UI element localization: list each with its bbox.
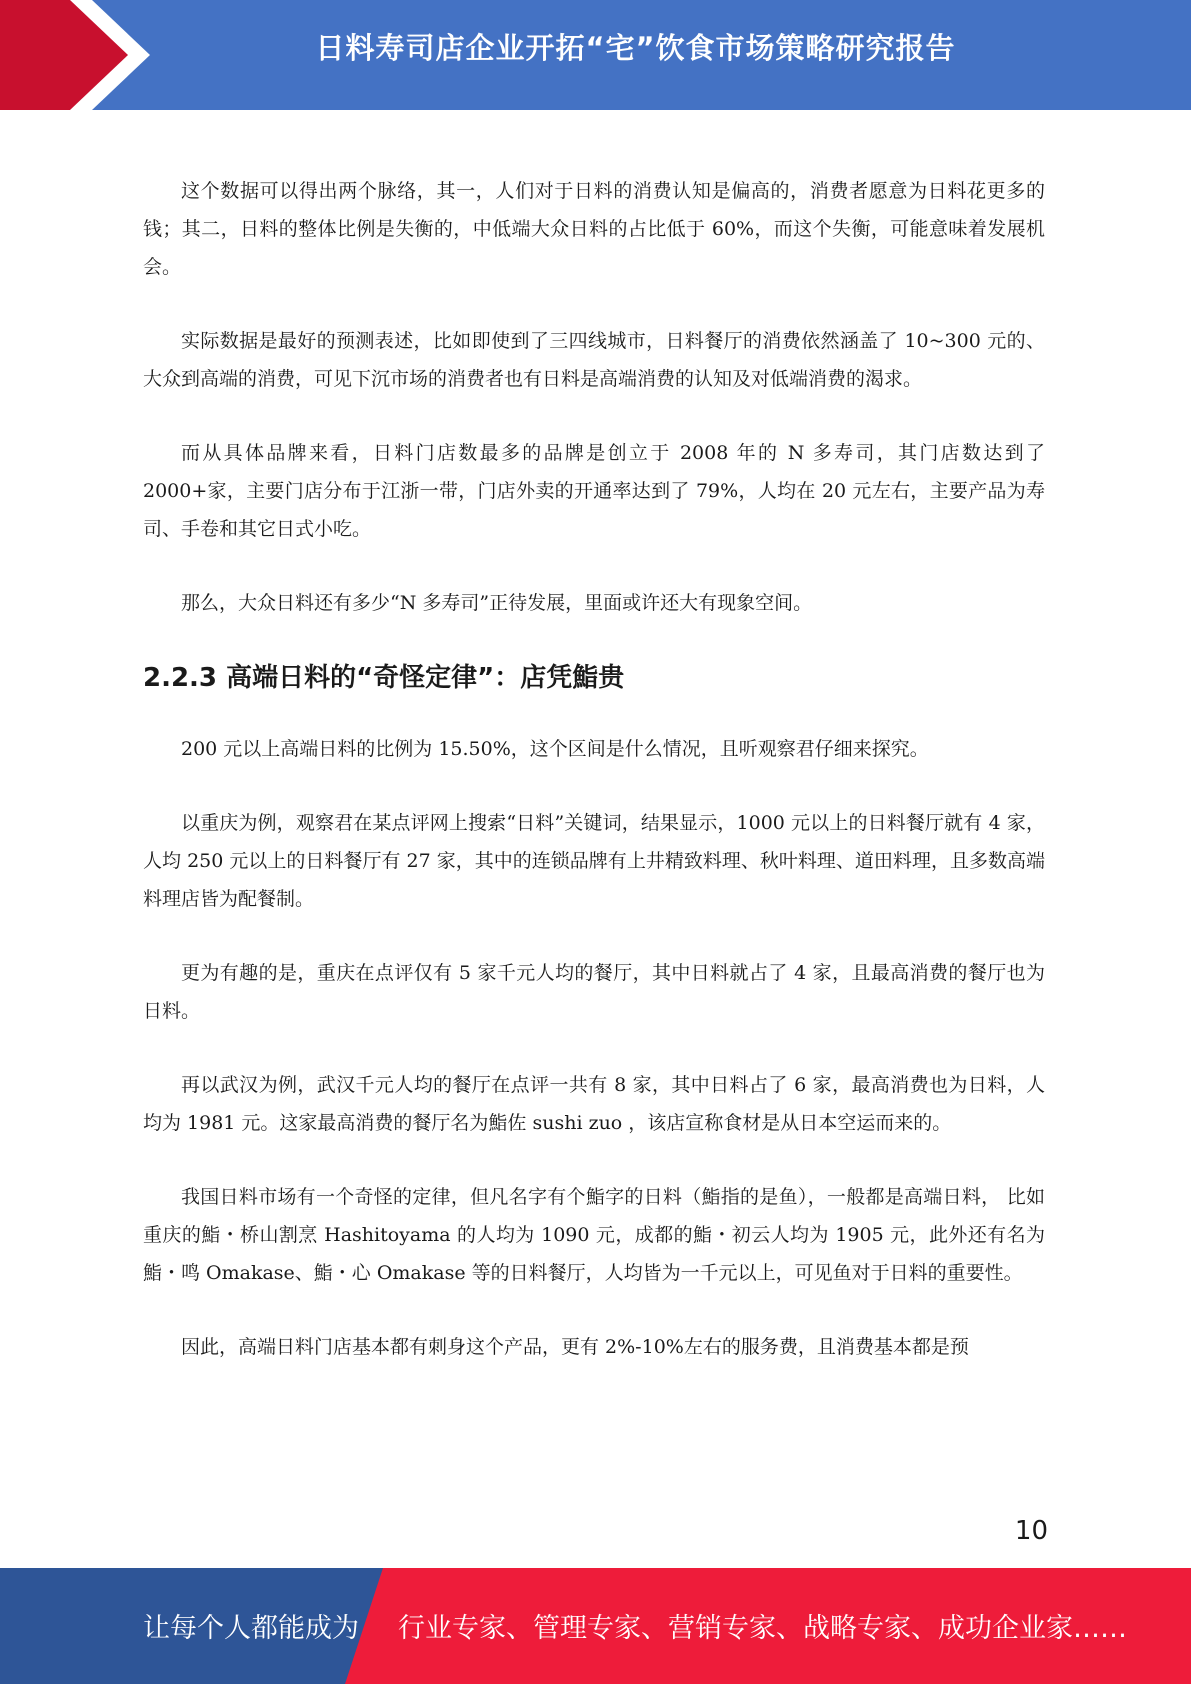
paragraph: 再以武汉为例，武汉千元人均的餐厅在点评一共有 8 家，其中日料占了 6 家，最高消费也为日料，人均为 1981 元。这家最高消费的餐厅名为鮨佐 sushi zuo ，该店宣称食材是从日本空运而来的。 [143,1074,1045,1134]
paragraph: 以重庆为例，观察君在某点评网上搜索“日料”关键词，结果显示，1000 元以上的日料餐厅就有 4 家，人均 250 元以上的日料餐厅有 27 家，其中的连锁品牌有上井精致料理、秋叶料理、道田料理，且多数高端料理店皆为配餐制。 [143,812,1045,910]
paragraph: 实际数据是最好的预测表述，比如即使到了三四线城市，日料餐厅的消费依然涵盖了 10~300 元的、大众到高端的消费，可见下沉市场的消费者也有日料是高端消费的认知及对低端消费的渴求。 [143,330,1045,390]
paragraph: 这个数据可以得出两个脉络，其一，人们对于日料的消费认知是偏高的，消费者愿意为日料花更多的钱；其二，日料的整体比例是失衡的，中低端大众日料的占比低于 60%，而这个失衡，可能意味着发展机会。 [143,180,1045,278]
document-title: 日料寿司店企业开拓“宅”饮食市场策略研究报告 [315,31,956,65]
page-footer [0,1568,1191,1684]
paragraph: 我国日料市场有一个奇怪的定律，但凡名字有个鮨字的日料（鮨指的是鱼），一般都是高端日料， 比如重庆的鮨・桥山割烹 Hashitoyama 的人均为 1090 元，成都的鮨・初云人均为 1905 元，此外还有名为鮨・鸣 Omakase、鮨・心 Omakase 等的日料餐厅，人均皆为一千元以上，可见鱼对于日料的重要性。 [143,1186,1045,1284]
paragraph: 200 元以上高端日料的比例为 15.50%，这个区间是什么情况，且听观察君仔细来探究。 [181,738,929,760]
paragraph: 因此，高端日料门店基本都有刺身这个产品，更有 2%-10%左右的服务费，且消费基本都是预 [181,1336,969,1358]
document-body [143,172,1045,1402]
paragraph: 更为有趣的是，重庆在点评仅有 5 家千元人均的餐厅，其中日料就占了 4 家，且最高消费的餐厅也为日料。 [143,962,1045,1022]
page-header [0,0,1191,110]
paragraph: 那么，大众日料还有多少“N 多寿司”正待发展，里面或许还大有现象空间。 [181,592,813,614]
section-heading: 2.2.3 高端日料的“奇怪定律”：店凭鮨贵 [143,663,625,693]
page-number: 10 [1014,1516,1048,1546]
paragraph: 而从具体品牌来看，日料门店数最多的品牌是创立于 2008 年的 N 多寿司，其门店数达到了 2000+家，主要门店分布于江浙一带，门店外卖的开通率达到了 79%，人均在 20 元左右，主要产品为寿司、手卷和其它日式小吃。 [143,442,1045,540]
footer-slogan-left: 让每个人都能成为 [143,1613,359,1644]
footer-slogan-right: 行业专家、管理专家、营销专家、战略专家、成功企业家…… [398,1613,1127,1644]
